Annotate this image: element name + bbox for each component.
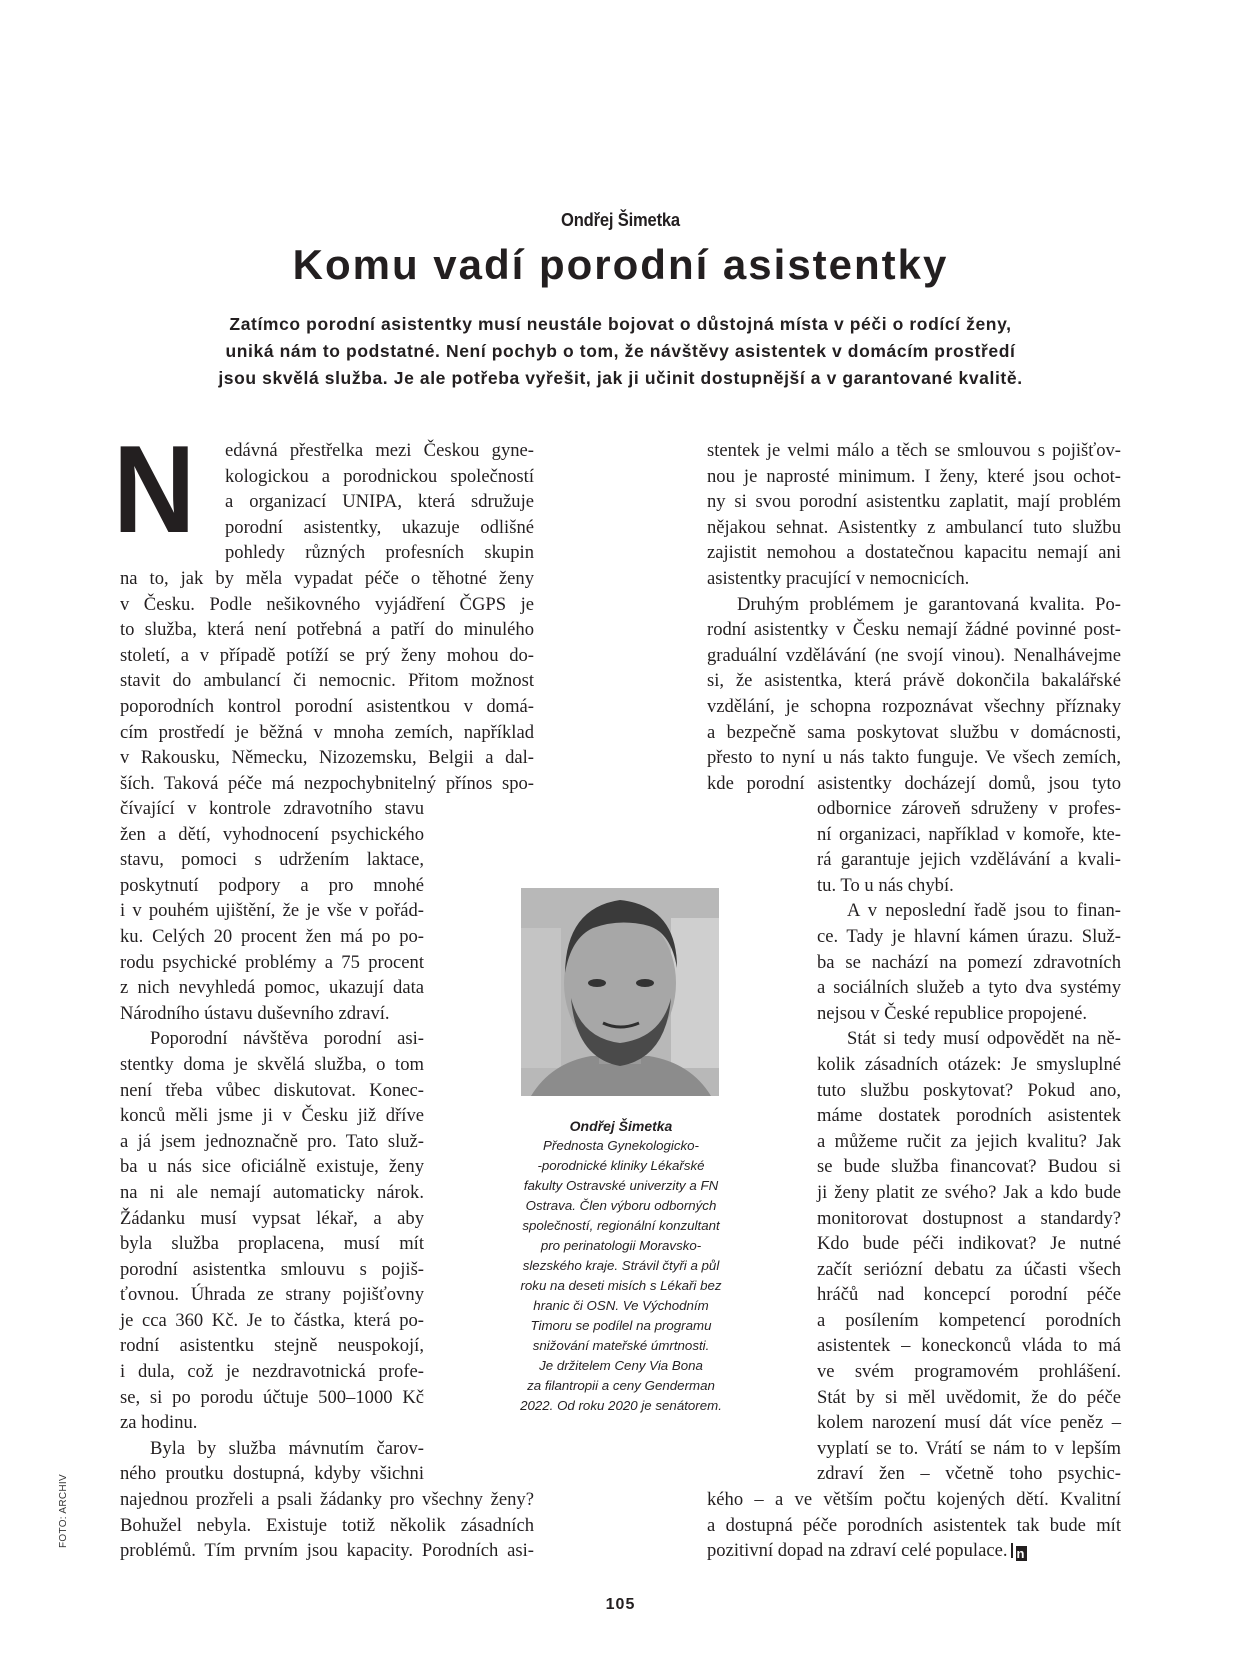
text-line: cím prostředí je běžná v mnoha zemích, například — [120, 721, 534, 743]
text-line: stavu, pomoci s udržením laktace, — [120, 849, 424, 871]
text-line: na ni ale nemají automaticky nárok. — [120, 1181, 424, 1203]
text-line: zajistit nemohou a dostatečnou kapacitu nemají ani — [707, 542, 1121, 564]
text-line: kolik zásadních otázek: Je smysluplné — [817, 1053, 1121, 1075]
text-line: graduální vzdělávání (ne svojí vinou). Nenalhávejme — [707, 644, 1121, 666]
end-mark-bar — [1011, 1543, 1013, 1558]
text-line: v Rakousku, Německu, Nizozemsku, Belgii a dal- — [120, 747, 534, 769]
text-line: Poporodní návštěva porodní asi- — [150, 1028, 424, 1050]
text-line: A v neposlední řadě jsou to finan- — [847, 900, 1121, 922]
text-line: za hodinu. — [120, 1412, 198, 1434]
caption-line: roku na deseti misích s Lékaři bez — [520, 1278, 722, 1293]
text-line: Stát si tedy musí odpovědět na ně- — [847, 1028, 1121, 1050]
text-line: kologickou a porodnickou společností — [225, 465, 534, 487]
text-line: ba u nás sice oficiálně existuje, ženy — [120, 1156, 424, 1178]
text-line: Kdo bude péči indikovat? Je nutné — [817, 1233, 1121, 1255]
caption-line: 2022. Od roku 2020 je senátorem. — [520, 1398, 722, 1413]
text-line: kého – a ve větším počtu kojených dětí. Kvalitní — [707, 1489, 1121, 1510]
lead-line: uniká nám to podstatné. Není pochyb o tom, že návštěvy asistentek v domácím prostředí — [225, 341, 1016, 361]
drop-cap: N — [113, 421, 196, 559]
text-line: konců měli jsme ji v Česku již dříve — [120, 1105, 424, 1127]
text-line: se bude služba financovat? Budou si — [817, 1156, 1121, 1178]
text-line: v Česku. Podle nešikovného vyjádření ČGPS je — [120, 593, 534, 615]
text-line: nejsou v České republice propojené. — [817, 1002, 1088, 1024]
text-line: je cca 360 Kč. Je to částka, která po- — [120, 1309, 424, 1331]
text-line: a dostupná péče porodních asistentek tak bude mít — [707, 1514, 1121, 1536]
text-line: se, si po porodu účtuje 500–1000 Kč — [120, 1386, 424, 1408]
text-line: žen a dětí, vyhodnocení psychického — [120, 823, 424, 845]
text-line: ších. Taková péče má nezpochybnitelný přínos spo- — [120, 772, 534, 794]
caption-line: za filantropii a ceny Genderman — [527, 1378, 715, 1393]
text-line: pohledy různých profesních skupin — [225, 542, 534, 564]
caption-line: Je držitelem Ceny Via Bona — [539, 1358, 703, 1373]
text-line: rodu psychické problémy a 75 procent — [120, 951, 424, 973]
text-line: a já jsem jednoznačně pro. Tato služ- — [120, 1130, 424, 1152]
text-line: ku. Celých 20 procent žen má po po- — [120, 925, 424, 947]
photo-credit: FOTO: ARCHIV — [58, 1474, 69, 1548]
text-line: ní organizaci, například v komoře, kte- — [817, 823, 1121, 845]
caption-line: snižování mateřské úmrtnosti. — [532, 1338, 710, 1353]
right-column-bottom — [707, 1487, 1121, 1564]
portrait-illustration — [521, 888, 719, 1096]
text-line: a bezpečně sama poskytovat službu v domácnosti, — [707, 721, 1121, 743]
lead-line: jsou skvělá služba. Je ale potřeba vyřešit, jak ji učinit dostupnější a v garantované kvalitě. — [218, 368, 1023, 388]
caption-line: Přednosta Gynekologicko- — [543, 1138, 699, 1153]
article-author: Ondřej Šimetka — [561, 210, 680, 230]
caption-name: Ondřej Šimetka — [569, 1118, 673, 1134]
text-line: byla služba proplacena, musí mít — [120, 1233, 424, 1255]
author-photo — [521, 888, 719, 1096]
article-lead — [150, 311, 1091, 392]
text-line: edávná přestřelka mezi Českou gyne- — [225, 440, 534, 461]
text-line: i dula, což je nezdravotnická profe- — [120, 1361, 424, 1383]
text-line: stavit do ambulancí či nemocnic. Přitom možnost — [120, 670, 534, 692]
text-line: vzdělání, je schopna rozpoznávat všechny příznaky — [707, 695, 1121, 717]
text-line: odbornice zároveň sdruženy v profes- — [817, 798, 1121, 819]
text-line: není třeba vůbec diskutovat. Konec- — [120, 1079, 424, 1101]
text-line: tuto službu poskytovat? Pokud ano, — [817, 1079, 1121, 1101]
text-line: rodní asistentku stejně neuspokojí, — [120, 1335, 424, 1357]
text-line: přesto to nyní u nás takto funguje. Ve všech zemích, — [707, 747, 1121, 769]
lead-line: Zatímco porodní asistentky musí neustále bojovat o důstojná místa v péči o rodící ženy, — [229, 314, 1012, 334]
text-line: čívající v kontrole zdravotního stavu — [120, 798, 424, 819]
caption-line: pro perinatologii Moravsko- — [540, 1238, 702, 1253]
left-column-bottom — [120, 1487, 534, 1564]
text-line: a můžeme ručit za jejich kvalitu? Jak — [817, 1130, 1121, 1152]
page-number: 105 — [605, 1596, 636, 1613]
text-line: porodní asistentka smlouvu s pojiš- — [120, 1258, 424, 1280]
caption-line: slezského kraje. Strávil čtyři a půl — [522, 1258, 720, 1273]
caption-line: společností, regionální konzultant — [522, 1218, 720, 1233]
text-line: a organizací UNIPA, která sdružuje — [225, 491, 534, 513]
text-line: i v pouhém ujištění, že je vše v pořád- — [120, 900, 424, 922]
text-line: ny si svou porodní asistentku zaplatit, mají problém — [707, 491, 1121, 513]
text-line: ce. Tady je hlavní kámen úrazu. Služ- — [817, 925, 1121, 947]
text-line: ťovnou. Úhrada ze strany pojišťovny — [120, 1284, 424, 1306]
text-line: stentky doma je skvělá služba, o tom — [120, 1053, 424, 1075]
text-line: Stát by si měl uvědomit, že do péče — [817, 1386, 1121, 1408]
text-line: najednou prozřeli a psali žádanky pro všechny ženy? — [120, 1489, 534, 1510]
text-line: Národního ústavu duševního zdraví. — [120, 1002, 390, 1024]
text-line: Byla by služba mávnutím čarov- — [150, 1437, 424, 1459]
text-line: začít seriózní debatu za účasti všech — [817, 1258, 1121, 1280]
text-line: z nich nevyhledá pomoc, ukazují data — [120, 977, 424, 999]
text-line: století, a v případě potíží se prý ženy mohou do- — [120, 644, 534, 666]
text-line: vyplatí se to. Vrátí se nám to v lepším — [817, 1437, 1121, 1459]
text-line: stentek je velmi málo a těch se smlouvou s pojišťov- — [707, 440, 1121, 461]
text-line: tu. To u nás chybí. — [817, 874, 954, 896]
text-line: hráčů nad koncepcí porodní péče — [817, 1284, 1121, 1306]
text-line: Druhým problémem je garantovaná kvalita. Po- — [737, 593, 1121, 615]
text-line: asistentek – koneckonců vláda to má — [817, 1335, 1121, 1357]
left-column-narrow — [120, 796, 424, 1487]
right-column-narrow — [817, 796, 1121, 1487]
caption-line: Timoru se podílel na programu — [530, 1318, 712, 1333]
text-line: Bohužel nebyla. Existuje totiž několik zásadních — [120, 1514, 534, 1536]
text-line: zdraví žen – včetně toho psychic- — [817, 1463, 1121, 1485]
text-line: rá garantuje jejich vzdělávání a kvali- — [817, 849, 1121, 871]
text-line: problémů. Tím prvním jsou kapacity. Porodních asi- — [120, 1540, 534, 1562]
text-line: a sociálních služeb a tyto dva systémy — [817, 977, 1121, 999]
text-line: to služba, která není potřebná a patří do minulého — [120, 619, 534, 641]
text-line: poporodních kontrol porodní asistentkou v domá- — [120, 695, 534, 717]
right-column-wide — [707, 438, 1121, 796]
text-line: nějakou sehnat. Asistentky z ambulancí tuto službu — [707, 516, 1121, 538]
text-line: na to, jak by měla vypadat péče o těhotné ženy — [120, 568, 534, 589]
end-mark-icon: n — [1016, 1546, 1027, 1561]
photo-caption — [490, 1116, 752, 1416]
text-line: kolem narození musí dát více peněz – — [817, 1412, 1121, 1434]
text-line: asistentky pracující v nemocnicích. — [707, 567, 970, 589]
left-column-wide — [120, 566, 534, 796]
text-line: si, že asistentka, která právě dokončila bakalářské — [707, 670, 1121, 692]
text-line: ve svém programovém prohlášení. — [817, 1361, 1121, 1383]
text-line: monitorovat dostupnost a standardy? — [817, 1207, 1121, 1229]
text-line: pozitivní dopad na zdraví celé populace. n — [707, 1538, 1121, 1564]
text-line: rodní asistentky v Česku nemají žádné povinné post- — [707, 619, 1121, 641]
caption-line: fakulty Ostravské univerzity a FN — [523, 1178, 719, 1193]
text-line: a posílením kompetencí porodních — [817, 1309, 1121, 1331]
text-line: poskytnutí podpory a pro mnohé — [120, 874, 424, 896]
text-line: ba se nachází na pomezí zdravotních — [817, 951, 1121, 973]
left-column-intro — [225, 438, 534, 566]
text-line: porodní asistentky, ukazuje odlišné — [225, 516, 534, 538]
caption-line: Ostrava. Člen výboru odborných — [525, 1198, 717, 1213]
text-line: nou je naprosté minimum. I ženy, které jsou ochot- — [707, 465, 1121, 487]
caption-line: -porodnické kliniky Lékařské — [537, 1158, 705, 1173]
text-line: kde porodní asistentky docházejí domů, jsou tyto — [707, 772, 1121, 794]
caption-line: hranic či OSN. Ve Východním — [533, 1298, 709, 1313]
article-title: Komu vadí porodní asistentky — [292, 241, 949, 288]
text-line: ji ženy platit ze svého? Jak a kdo bude — [817, 1181, 1121, 1203]
text-line: Žádanku musí vypsat lékař, a aby — [120, 1207, 424, 1229]
text-line: ného proutku dostupná, kdyby všichni — [120, 1463, 424, 1485]
text-line: máme dostatek porodních asistentek — [817, 1105, 1121, 1127]
